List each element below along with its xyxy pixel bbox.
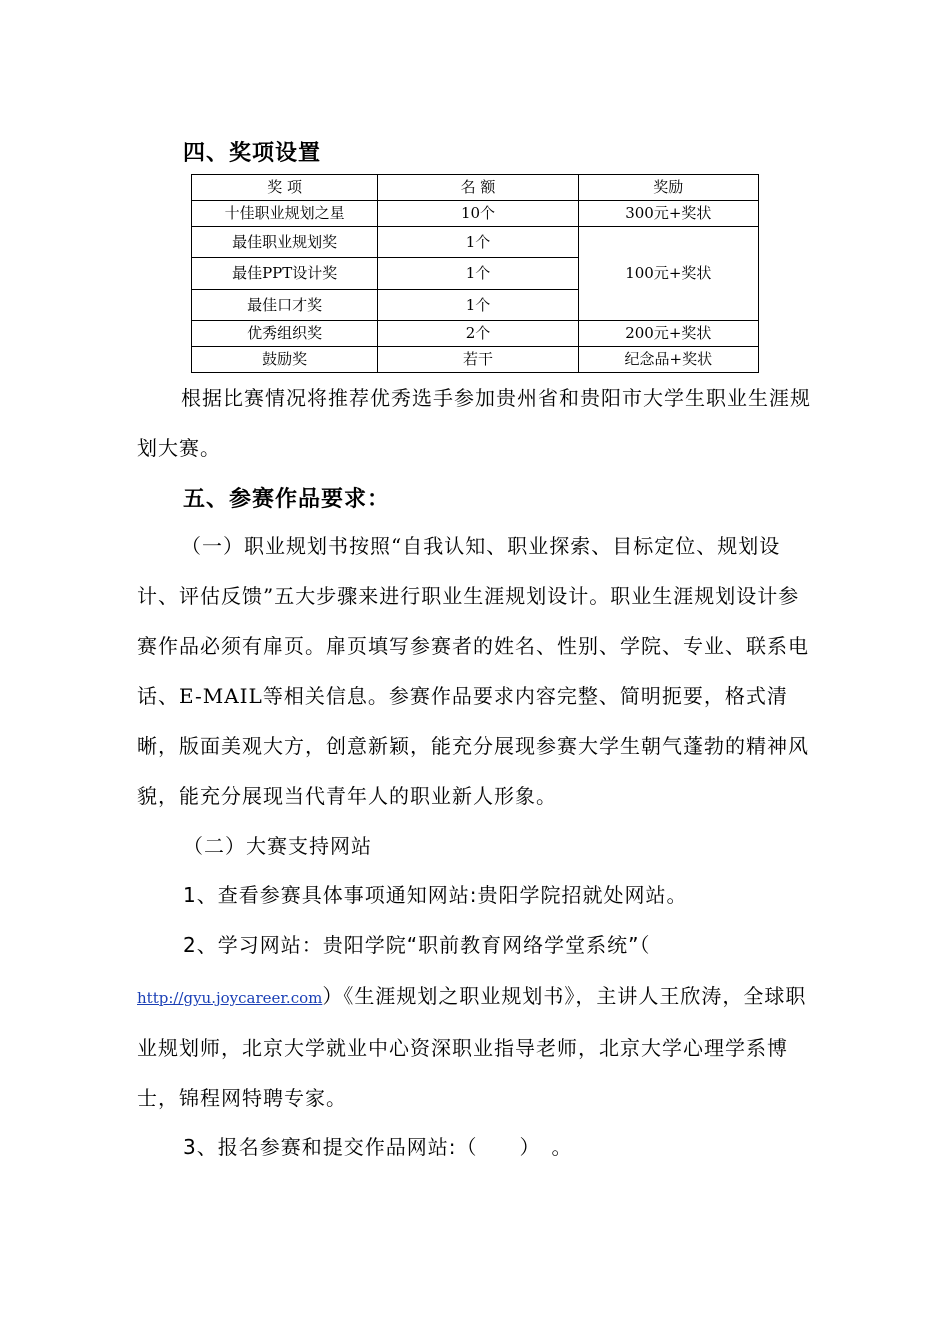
cell-count: 若干 [378, 347, 578, 373]
cell-award: 最佳PPT设计奖 [192, 258, 378, 290]
cell-reward: 300元+奖状 [578, 201, 758, 227]
cell-reward: 200元+奖状 [578, 321, 758, 347]
cell-count: 2个 [378, 321, 578, 347]
cell-count: 10个 [378, 201, 578, 227]
cell-award: 最佳职业规划奖 [192, 227, 378, 258]
cell-count: 1个 [378, 290, 578, 321]
table-row [192, 347, 759, 373]
study-site-paragraph [137, 971, 817, 1123]
requirements-paragraph: （一）职业规划书按照“自我认知、职业探索、目标定位、规划设计、评估反馈”五大步骤来进行职业生涯规划设计。职业生涯规划设计参赛作品必须有扉页。扉页填写参赛者的姓名、性别、学院、专业、联系电话、E-MAIL等相关信息。参赛作品要求内容完整、简明扼要，格式清晰，版面美观大方，创意新颖，能充分展现参赛大学生朝气蓬勃的精神风貌，能充分展现当代青年人的职业新人形象。 [137, 534, 809, 808]
table-row [192, 321, 759, 347]
notice-site-line: 1、查看参赛具体事项通知网站:贵阳学院招就处网站。 [183, 883, 688, 907]
cell-count: 1个 [378, 227, 578, 258]
awards-table [191, 174, 759, 373]
table-row [192, 201, 759, 227]
header-count: 名 额 [378, 175, 578, 201]
section-5-heading: 五、参赛作品要求： [183, 487, 391, 512]
cell-reward: 纪念品+奖状 [578, 347, 758, 373]
study-site-line: 2、学习网站：贵阳学院“职前教育网络学堂系统”（ [183, 933, 651, 957]
cell-count: 1个 [378, 258, 578, 290]
study-site-details: ）《生涯规划之职业规划书》，主讲人王欣涛，全球职业规划师，北京大学就业中心资深职业指导老师，北京大学心理学系博士，锦程网特聘专家。 [137, 984, 807, 1110]
cell-award: 最佳口才奖 [192, 290, 378, 321]
registration-site-line: 3、报名参赛和提交作品网站:（ ） 。 [183, 1135, 573, 1159]
table-header-row [192, 175, 759, 201]
recommendation-paragraph: 根据比赛情况将推荐优秀选手参加贵州省和贵阳市大学生职业生涯规划大赛。 [137, 386, 811, 460]
cell-award: 鼓励奖 [192, 347, 378, 373]
cell-reward-merged: 100元+奖状 [578, 227, 758, 321]
cell-award: 优秀组织奖 [192, 321, 378, 347]
header-award: 奖 项 [192, 175, 378, 201]
cell-award: 十佳职业规划之星 [192, 201, 378, 227]
table-row [192, 227, 759, 258]
support-sites-heading: （二）大赛支持网站 [183, 834, 372, 858]
header-reward: 奖励 [578, 175, 758, 201]
section-4-heading: 四、奖项设置 [183, 141, 322, 166]
joycareer-link[interactable]: http://gyu.joycareer.com [137, 989, 323, 1007]
